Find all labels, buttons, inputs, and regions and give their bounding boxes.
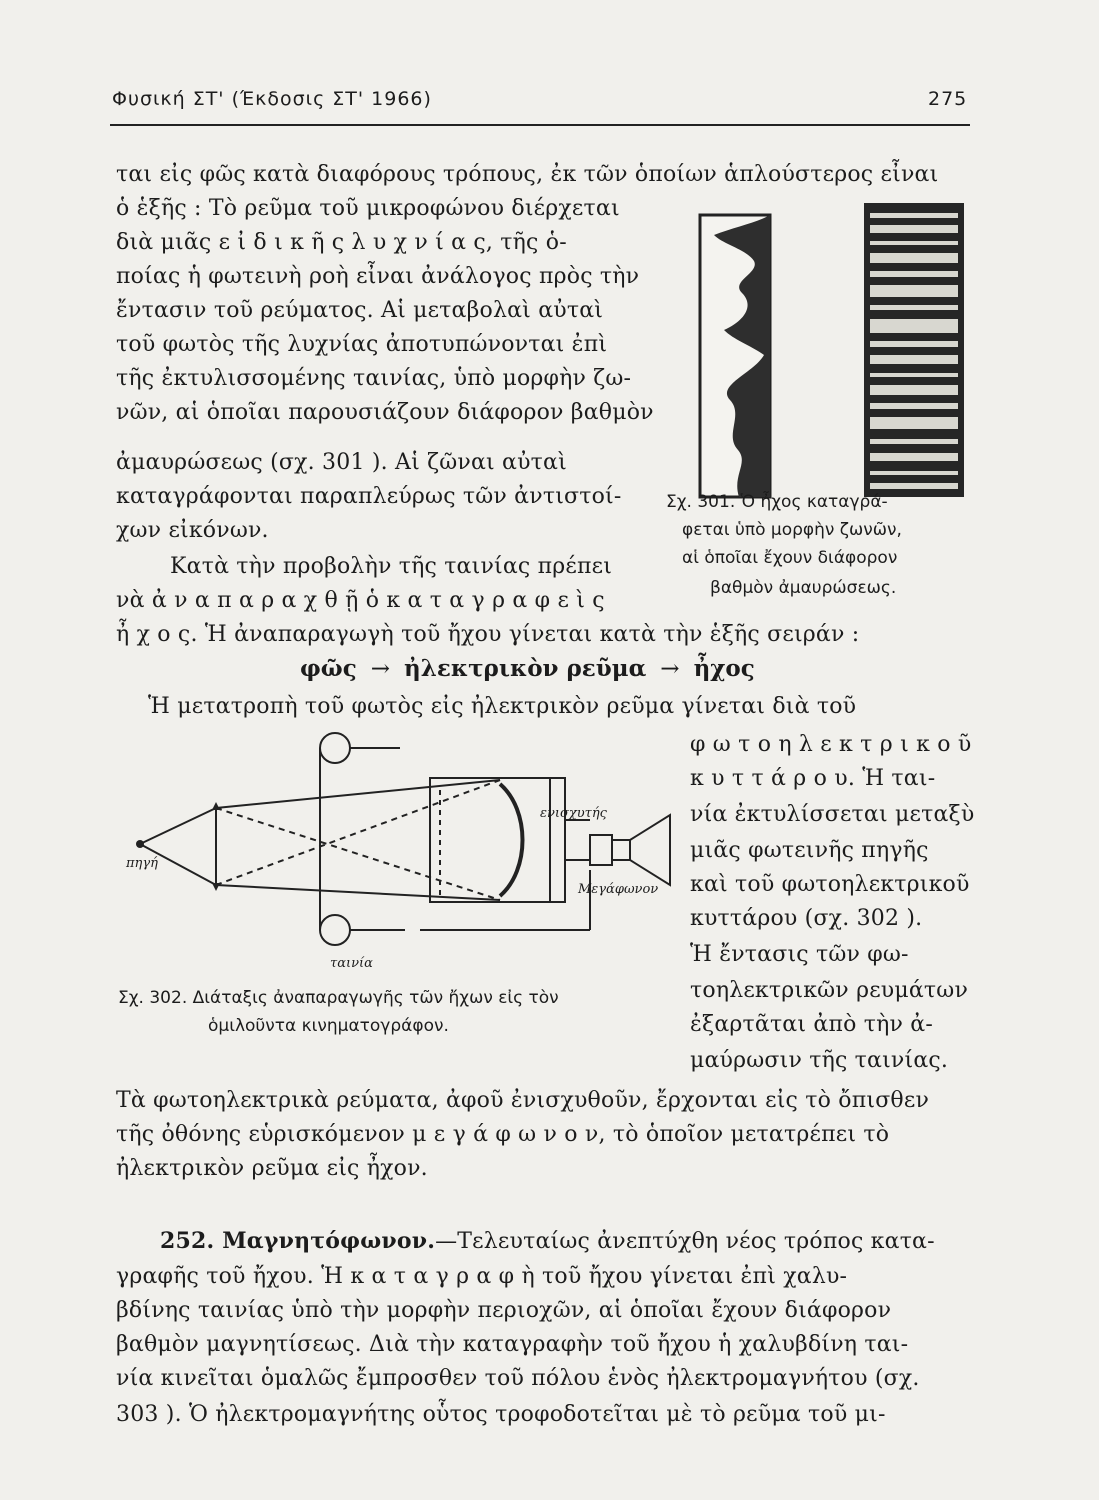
body-line: μιᾶς φωτεινῆς πηγῆς [690,838,929,863]
body-line: ἦ χ ο ς. Ἡ ἀναπαραγωγὴ τοῦ ἤχου γίνεται κατὰ τὴν ἑξῆς σειράν : [116,622,860,647]
chain-current: ἠλεκτρικὸν ρεῦμα [404,655,647,682]
reproduction-chain [300,655,755,682]
figure-301-caption: φεται ὑπὸ μορφὴν ζωνῶν, [682,520,902,540]
body-line: ἔντασιν τοῦ ρεύματος. Αἱ μεταβολαὶ αὐταὶ [116,298,604,323]
section-heading: 252. Μαγνητόφωνον. [160,1228,436,1254]
body-line: κ υ τ τ ά ρ ο υ. Ἡ ται- [690,766,936,791]
body-line: ἐξαρτᾶται ἀπὸ τὴν ἀ- [690,1012,933,1037]
body-line: καὶ τοῦ φωτοηλεκτρικοῦ [690,872,970,897]
body-line: Τὰ φωτοηλεκτρικὰ ρεύματα, ἀφοῦ ἐνισχυθοῦν, ἔρχονται εἰς τὸ ὄπισθεν [116,1088,930,1113]
body-line: βαθμὸν μαγνητίσεως. Διὰ τὴν καταγραφὴν τοῦ ἤχου ἡ χαλυβδίνη ται- [116,1332,909,1357]
body-line: Ἡ ἔντασις τῶν φω- [690,942,909,967]
projector-diagram [120,720,700,980]
body-line: ποίας ἡ φωτεινὴ ροὴ εἶναι ἀνάλογος πρὸς τὴν [116,264,640,289]
arrow-icon: → [370,656,390,682]
section-text: —Τελευταίως ἀνεπτύχθη νέος τρόπος κατα- [435,1229,935,1254]
film-label: ταινία [330,956,373,971]
body-line: Ἡ μετατροπὴ τοῦ φωτὸς εἰς ἠλεκτρικὸν ρεῦμα γίνεται διὰ τοῦ [148,694,857,719]
body-line: μαύρωσιν τῆς ταινίας. [690,1048,949,1073]
body-line: βδίνης ταινίας ὑπὸ τὴν μορφὴν περιοχῶν, αἱ ὁποῖαι ἔχουν διάφορον [116,1298,892,1323]
section-heading-line [160,1226,935,1257]
body-line: τοῦ φωτὸς τῆς λυχνίας ἀποτυπώνονται ἐπὶ [116,332,608,357]
figure-302-caption: ὁμιλοῦντα κινηματογράφον. [208,1016,449,1036]
body-line: γραφῆς τοῦ ἤχου. Ἡ κ α τ α γ ρ α φ ὴ τοῦ ἤχου γίνεται ἐπὶ χαλυ- [116,1264,848,1289]
body-line: καταγράφονται παραπλεύρως τῶν ἀντιστοί- [116,484,622,509]
body-line: νὰ ἀ ν α π α ρ α χ θ ῇ ὁ κ α τ α γ ρ α φ ε ὶ ς [116,588,605,613]
figure-301-caption: αἱ ὁποῖαι ἔχουν διάφορον [682,548,898,568]
body-line: φ ω τ ο η λ ε κ τ ρ ι κ ο ῦ [690,732,972,757]
body-line: ἀμαυρώσεως (σχ. 301 ). Αἱ ζῶναι αὐταὶ [116,450,567,475]
body-line: ὁ ἑξῆς : Τὸ ρεῦμα τοῦ μικροφώνου διέρχεται [116,196,620,221]
body-line: διὰ μιᾶς ε ἰ δ ι κ ῆ ς λ υ χ ν ί α ς, τῆς ὁ- [116,230,567,255]
body-line: χων εἰκόνων. [116,518,269,543]
amplifier-label: ενισχυτής [540,806,607,821]
body-line: Κατὰ τὴν προβολὴν τῆς ταινίας πρέπει [170,554,613,579]
page-number: 275 [928,88,968,110]
figure-301-caption: Σχ. 301. Ὁ ἦχος καταγρά- [666,492,888,512]
body-line: νία κινεῖται ὁμαλῶς ἔμπροσθεν τοῦ πόλου ἑνὸς ἠλεκτρομαγνήτου (σχ. [116,1366,920,1391]
body-line: κυττάρου (σχ. 302 ). [690,906,923,931]
body-line: τῆς ὀθόνης εὑρισκόμενον μ ε γ ά φ ω ν ο ν, τὸ ὁποῖον μετατρέπει τὸ [116,1122,890,1147]
arrow-icon: → [660,656,680,682]
body-line: ἠλεκτρικὸν ρεῦμα εἰς ἦχον. [116,1156,428,1181]
source-label: πηγή [126,856,158,871]
chain-sound: ἦχος [693,655,755,682]
body-line: τοηλεκτρικῶν ρευμάτων [690,978,969,1003]
chain-light: φῶς [300,655,357,682]
header-rule [110,124,970,126]
body-line: 303 ). Ὁ ἠλεκτρομαγνήτης οὗτος τροφοδοτεῖται μὲ τὸ ρεῦμα τοῦ μι- [116,1402,886,1427]
body-line: τῆς ἐκτυλισσομένης ταινίας, ὑπὸ μορφὴν ζω- [116,366,632,391]
body-line: νία ἐκτυλίσσεται μεταξὺ [690,802,975,827]
body-line: νῶν, αἱ ὁποῖαι παρουσιάζουν διάφορον βαθμὸν [116,400,654,425]
sound-track-figure [694,195,972,500]
running-title: Φυσική ΣΤ' (Έκδοσις ΣΤ' 1966) [112,88,432,110]
figure-302-caption: Σχ. 302. Διάταξις ἀναπαραγωγῆς τῶν ἤχων εἰς τὸν [118,988,559,1008]
speaker-label: Μεγάφωνον [578,882,659,897]
figure-301-caption: βαθμὸν ἀμαυρώσεως. [710,578,897,598]
body-line: ται εἰς φῶς κατὰ διαφόρους τρόπους, ἐκ τῶν ὁποίων ἁπλούστερος εἶναι [116,162,939,187]
